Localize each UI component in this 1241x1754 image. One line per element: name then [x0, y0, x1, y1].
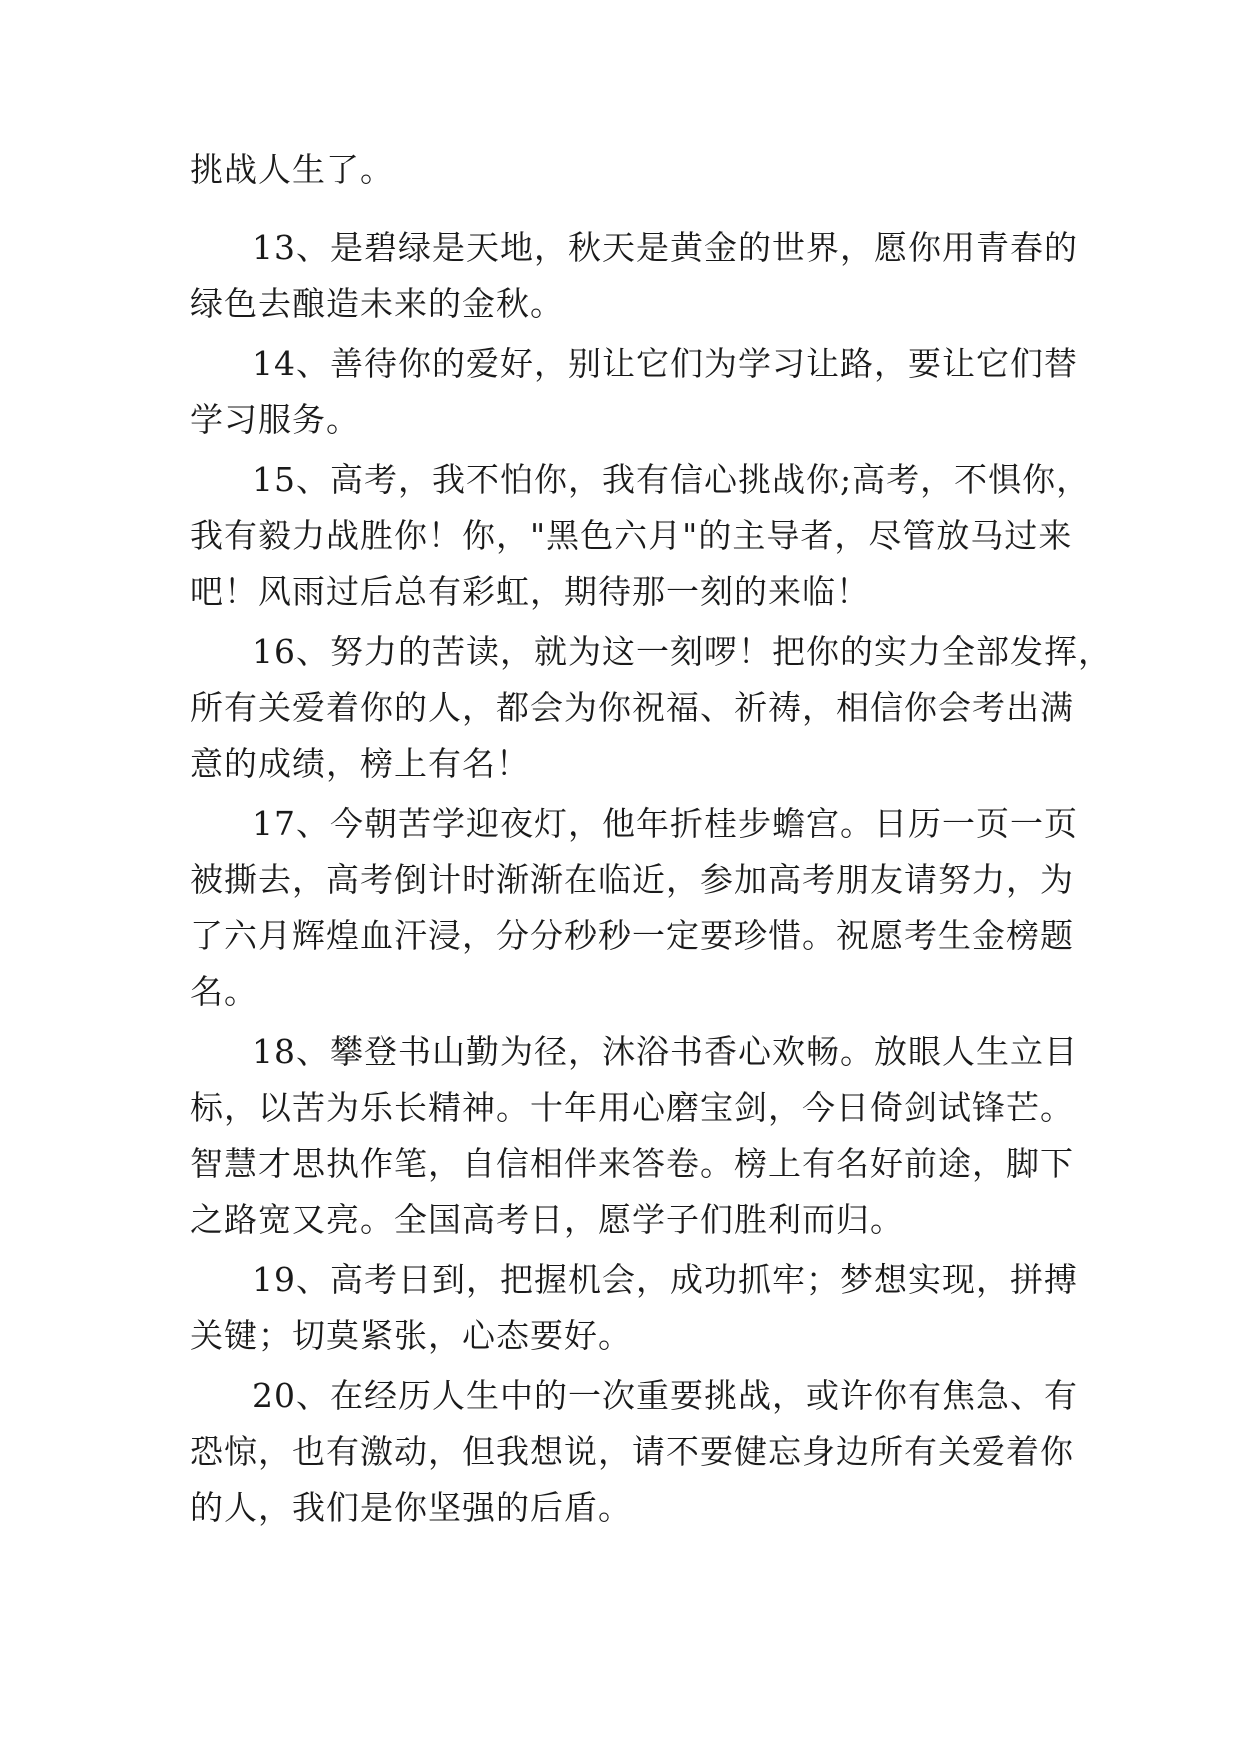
text-line: 关键；切莫紧张，心态要好。 — [190, 1316, 632, 1355]
paragraph-18-line-1: 18、攀登书山勤为径，沐浴书香心欢畅。放眼人生立目 — [252, 1032, 1078, 1071]
paragraph-13-line-1: 13、是碧绿是天地，秋天是黄金的世界，愿你用青春的 — [252, 228, 1078, 267]
paragraph-15-line-1: 15、高考，我不怕你，我有信心挑战你;高考，不惧你， — [252, 460, 1091, 499]
text-line: 的人，我们是你坚强的后盾。 — [190, 1488, 632, 1527]
text-line: 学习服务。 — [190, 400, 360, 439]
paragraph-20-line-1: 20、在经历人生中的一次重要挑战，或许你有焦急、有 — [252, 1376, 1078, 1415]
text-line: 标，以苦为乐长精神。十年用心磨宝剑，今日倚剑试锋芒。 — [190, 1088, 1074, 1127]
text-line: 智慧才思执作笔，自信相伴来答卷。榜上有名好前途，脚下 — [190, 1144, 1074, 1183]
text-line: 挑战人生了。 — [190, 150, 394, 189]
text-line: 被撕去，高考倒计时渐渐在临近，参加高考朋友请努力，为 — [190, 860, 1074, 899]
text-line: 所有关爱着你的人，都会为你祝福、祈祷，相信你会考出满 — [190, 688, 1074, 727]
paragraph-16-line-1: 16、努力的苦读，就为这一刻啰！把你的实力全部发挥， — [252, 632, 1112, 671]
paragraph-14-line-1: 14、善待你的爱好，别让它们为学习让路，要让它们替 — [252, 344, 1078, 383]
text-line: 之路宽又亮。全国高考日，愿学子们胜利而归。 — [190, 1200, 904, 1239]
text-line: 名。 — [190, 972, 258, 1011]
text-line: 绿色去酿造未来的金秋。 — [190, 284, 564, 323]
text-line: 了六月辉煌血汗浸，分分秒秒一定要珍惜。祝愿考生金榜题 — [190, 916, 1074, 955]
text-line: 吧！风雨过后总有彩虹，期待那一刻的来临！ — [190, 572, 870, 611]
paragraph-17-line-1: 17、今朝苦学迎夜灯，他年折桂步蟾宫。日历一页一页 — [252, 804, 1078, 843]
text-line: 恐惊，也有激动，但我想说，请不要健忘身边所有关爱着你 — [190, 1432, 1074, 1471]
text-line: 我有毅力战胜你！你，"黑色六月"的主导者，尽管放马过来 — [190, 516, 1073, 555]
paragraph-19-line-1: 19、高考日到，把握机会，成功抓牢；梦想实现，拼搏 — [252, 1260, 1078, 1299]
text-line: 意的成绩，榜上有名！ — [190, 744, 530, 783]
